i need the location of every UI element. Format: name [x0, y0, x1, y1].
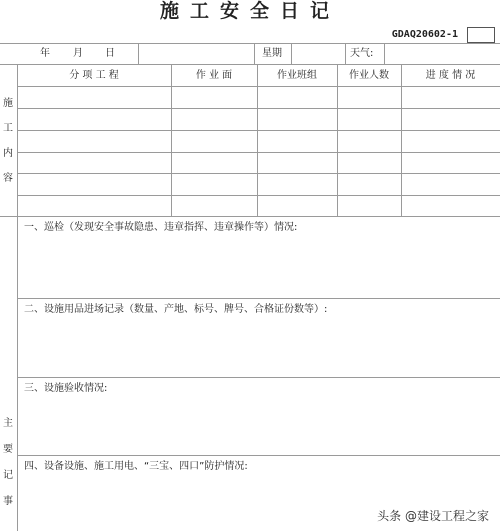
grid-line [17, 152, 500, 153]
grid-line [17, 455, 500, 456]
grid-line [17, 298, 500, 299]
grid-line [0, 43, 500, 44]
grid-line [0, 216, 500, 217]
month-label: 月 [73, 48, 83, 59]
grid-line [337, 64, 338, 216]
column-header-subproject: 分 项 工 程 [69, 70, 119, 81]
column-header-headcount: 作业人数 [349, 70, 389, 81]
patrol-inspection-label: 一、巡检（发现安全事故隐患、违章指挥、违章操作等）情况: [24, 222, 298, 233]
grid-line [171, 64, 172, 216]
grid-line [345, 43, 346, 64]
side-label-construction: 施 工 内 容 [3, 98, 13, 184]
facility-acceptance-label: 三、设施验收情况: [24, 383, 108, 394]
page-title: 施工安全日记 [159, 0, 340, 22]
grid-line [257, 64, 258, 216]
equipment-entry-label: 二、设施用品进场记录（数量、产地、标号、牌号、合格证份数等）: [24, 304, 328, 315]
form-code-box[interactable] [467, 27, 495, 43]
column-header-progress: 进 度 情 况 [425, 70, 476, 81]
day-label: 日 [105, 48, 115, 59]
grid-line [401, 64, 402, 216]
year-label: 年 [40, 48, 50, 59]
protection-status-label: 四、设备设施、施工用电、“三宝、四口”防护情况: [24, 461, 248, 472]
grid-line [0, 64, 500, 65]
grid-line [384, 43, 385, 64]
side-label-main-notes: 主 要 记 事 [3, 418, 13, 507]
grid-line [17, 108, 500, 109]
watermark: 头条 @建设工程之家 [374, 506, 492, 525]
grid-line [254, 43, 255, 64]
column-header-crew: 作业班组 [277, 70, 317, 81]
grid-line [17, 64, 18, 531]
form-code: GDAQ20602-1 [391, 29, 458, 40]
grid-line [17, 86, 500, 87]
grid-line [17, 173, 500, 174]
weekday-label: 星期 [262, 48, 282, 59]
weather-label: 天气: [350, 48, 374, 59]
grid-line [138, 43, 139, 64]
grid-line [17, 377, 500, 378]
column-header-work-area: 作 业 面 [195, 70, 233, 81]
grid-line [17, 130, 500, 131]
grid-line [17, 195, 500, 196]
grid-line [291, 43, 292, 64]
